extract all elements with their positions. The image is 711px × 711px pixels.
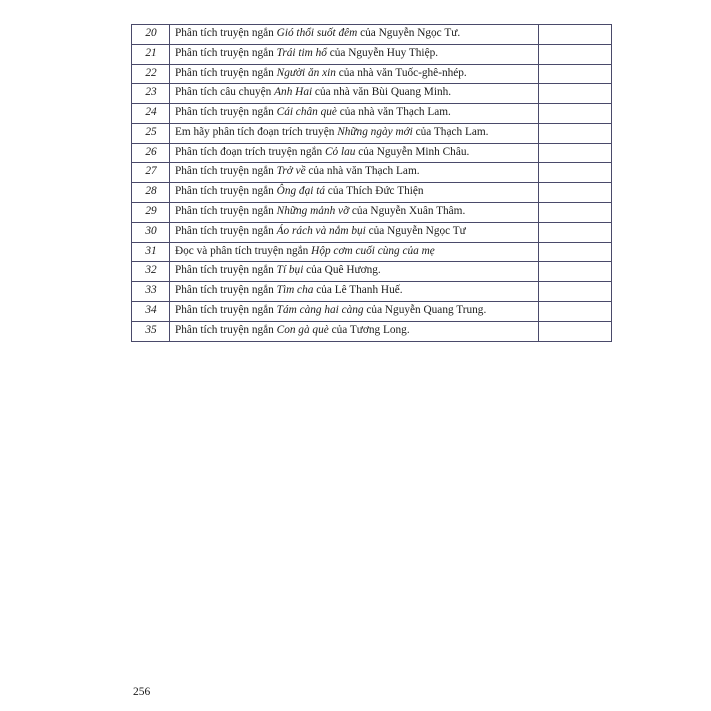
row-number: 27 <box>132 163 170 183</box>
row-number: 35 <box>132 321 170 341</box>
row-number: 30 <box>132 222 170 242</box>
row-number: 32 <box>132 262 170 282</box>
task-description <box>170 222 539 242</box>
task-text-tail: của Nguyễn Xuân Thâm. <box>349 205 466 218</box>
task-description <box>170 25 539 45</box>
notes-cell <box>539 262 612 282</box>
task-description <box>170 242 539 262</box>
task-table <box>131 24 612 342</box>
task-text-lead: Phân tích truyện ngắn <box>175 303 277 316</box>
task-description <box>170 104 539 124</box>
task-text-tail: của Nguyễn Minh Châu. <box>355 145 470 158</box>
task-title: Ông đại tá <box>276 185 325 198</box>
table-row <box>132 282 612 302</box>
row-number: 34 <box>132 301 170 321</box>
table-row <box>132 104 612 124</box>
task-text-lead: Phân tích câu chuyện <box>175 86 275 99</box>
row-number: 25 <box>132 123 170 143</box>
notes-cell <box>539 104 612 124</box>
task-text-lead: Em hãy phân tích đoạn trích truyện <box>175 125 338 138</box>
row-number: 26 <box>132 143 170 163</box>
notes-cell <box>539 222 612 242</box>
task-description <box>170 163 539 183</box>
task-text-tail: của nhà văn Thạch Lam. <box>336 106 451 119</box>
notes-cell <box>539 64 612 84</box>
task-title: Trở về <box>276 165 306 178</box>
task-text-tail: của Lê Thanh Huế. <box>313 284 403 297</box>
task-title: Áo rách và nắm bụi <box>276 224 366 237</box>
task-text-lead: Phân tích truyện ngắn <box>175 323 277 336</box>
table-row <box>132 123 612 143</box>
task-title: Gió thổi suốt đêm <box>276 27 358 39</box>
task-description <box>170 301 539 321</box>
task-text-tail: của Nguyễn Ngọc Tư <box>365 224 466 237</box>
task-description <box>170 143 539 163</box>
task-text-tail: của Nguyễn Ngọc Tư. <box>357 27 461 39</box>
task-title: Tám càng hai càng <box>276 303 364 316</box>
task-description <box>170 321 539 341</box>
notes-cell <box>539 25 612 45</box>
notes-cell <box>539 203 612 223</box>
task-text-lead: Phân tích truyện ngắn <box>175 205 277 218</box>
task-description <box>170 282 539 302</box>
task-title: Con gà què <box>276 323 329 336</box>
task-text-lead: Phân tích truyện ngắn <box>175 224 277 237</box>
task-title: Người ăn xin <box>276 66 336 79</box>
task-description <box>170 262 539 282</box>
table-row <box>132 262 612 282</box>
task-description <box>170 84 539 104</box>
task-text-tail: của nhà văn Tuốc-ghê-nhép. <box>335 66 467 79</box>
notes-cell <box>539 163 612 183</box>
task-description <box>170 183 539 203</box>
table-row <box>132 64 612 84</box>
task-text-tail: của Nguyễn Huy Thiệp. <box>326 46 439 59</box>
task-title: Trái tim hổ <box>276 46 327 59</box>
row-number: 21 <box>132 44 170 64</box>
row-number: 33 <box>132 282 170 302</box>
task-text-lead: Phân tích truyện ngắn <box>175 46 277 59</box>
task-text-tail: của Tương Long. <box>328 323 410 336</box>
task-description <box>170 123 539 143</box>
notes-cell <box>539 321 612 341</box>
table-row <box>132 301 612 321</box>
task-text-tail: của nhà văn Thạch Lam. <box>305 165 420 178</box>
task-text-lead: Phân tích truyện ngắn <box>175 27 277 39</box>
notes-cell <box>539 282 612 302</box>
table-row <box>132 143 612 163</box>
notes-cell <box>539 123 612 143</box>
table-row <box>132 183 612 203</box>
task-text-tail: của Nguyễn Quang Trung. <box>363 303 487 316</box>
page-number: 256 <box>133 686 151 698</box>
row-number: 28 <box>132 183 170 203</box>
task-table-container <box>131 24 583 342</box>
task-text-lead: Phân tích truyện ngắn <box>175 264 277 277</box>
task-title: Tìm cha <box>276 284 314 297</box>
table-row <box>132 44 612 64</box>
row-number: 31 <box>132 242 170 262</box>
row-number: 29 <box>132 203 170 223</box>
notes-cell <box>539 143 612 163</box>
task-text-lead: Phân tích đoạn trích truyện ngắn <box>175 145 325 158</box>
task-text-tail: của Thạch Lam. <box>412 125 489 138</box>
task-title: Tí bụi <box>276 264 304 277</box>
row-number: 20 <box>132 25 170 45</box>
task-title: Cái chân què <box>276 106 337 119</box>
task-description <box>170 64 539 84</box>
row-number: 22 <box>132 64 170 84</box>
task-text-lead: Phân tích truyện ngắn <box>175 284 277 297</box>
task-text-lead: Phân tích truyện ngắn <box>175 106 277 119</box>
task-text-tail: của nhà văn Bùi Quang Minh. <box>312 86 452 99</box>
task-title: Hộp cơm cuối cùng của mẹ <box>311 244 435 257</box>
table-row <box>132 242 612 262</box>
task-description <box>170 203 539 223</box>
notes-cell <box>539 183 612 203</box>
task-text-lead: Phân tích truyện ngắn <box>175 185 277 198</box>
notes-cell <box>539 242 612 262</box>
table-row <box>132 222 612 242</box>
table-row <box>132 25 612 45</box>
notes-cell <box>539 44 612 64</box>
row-number: 23 <box>132 84 170 104</box>
task-text-lead: Phân tích truyện ngắn <box>175 165 277 178</box>
task-text-tail: của Thích Đức Thiện <box>324 185 424 198</box>
table-row <box>132 203 612 223</box>
task-description <box>170 44 539 64</box>
task-title: Những mảnh vỡ <box>276 205 350 218</box>
table-row <box>132 321 612 341</box>
task-text-lead: Phân tích truyện ngắn <box>175 66 277 79</box>
task-title: Cỏ lau <box>324 145 356 158</box>
table-row <box>132 163 612 183</box>
task-title: Những ngày mới <box>337 125 413 138</box>
task-text-tail: của Quê Hương. <box>303 264 381 277</box>
table-row <box>132 84 612 104</box>
row-number: 24 <box>132 104 170 124</box>
notes-cell <box>539 301 612 321</box>
task-text-lead: Đọc và phân tích truyện ngắn <box>175 244 312 257</box>
notes-cell <box>539 84 612 104</box>
task-title: Anh Hai <box>274 86 313 99</box>
